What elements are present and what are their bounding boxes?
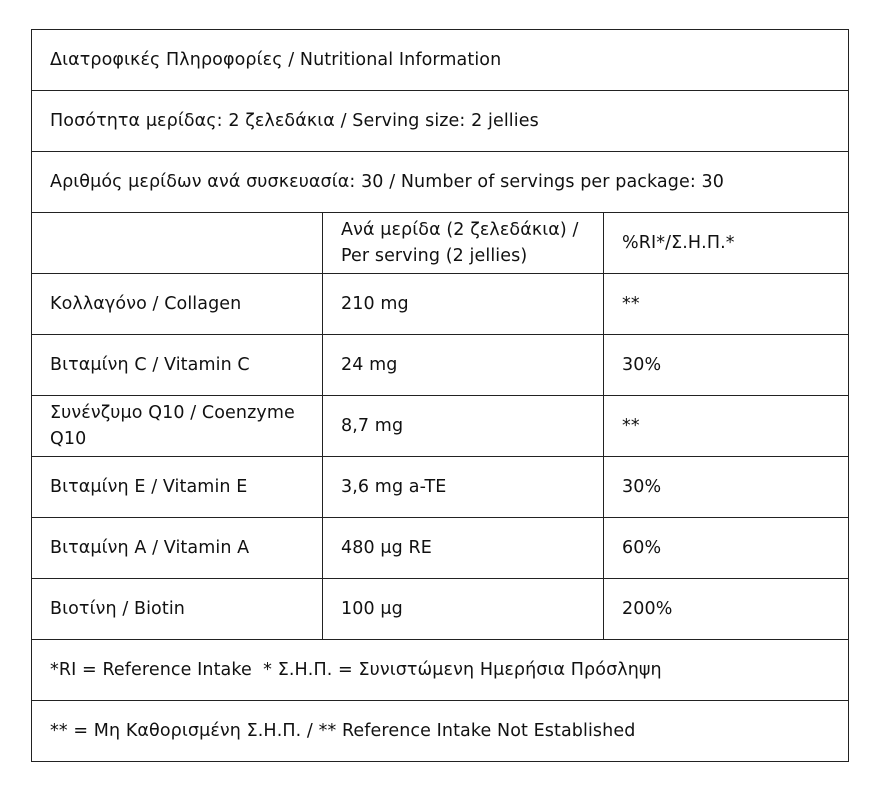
servings-per-package-row [32,152,849,213]
serving-size: Ποσότητα μερίδας: 2 ζελεδάκια / Serving size: 2 jellies [32,91,849,152]
nutrient-name: Βιοτίνη / Biotin [32,579,323,640]
nutrient-ri: ** [604,396,849,457]
nutrient-name: Κολλαγόνο / Collagen [32,274,323,335]
nutrient-amount: 210 mg [323,274,604,335]
servings-per-package: Αριθμός μερίδων ανά συσκευασία: 30 / Number of servings per package: 30 [32,152,849,213]
nutrient-ri: 60% [604,518,849,579]
nutrient-amount: 100 μg [323,579,604,640]
nutrient-row [32,457,849,518]
footnote-row [32,640,849,701]
nutrient-name: Βιταμίνη A / Vitamin A [32,518,323,579]
nutrient-amount: 8,7 mg [323,396,604,457]
nutrient-name: Συνένζυμο Q10 / Coenzyme Q10 [32,396,323,457]
nutrient-amount: 24 mg [323,335,604,396]
nutrition-facts-table [31,29,849,762]
nutrient-name: Βιταμίνη E / Vitamin E [32,457,323,518]
nutrient-row [32,518,849,579]
footnote-ri-definition: *RI = Reference Intake * Σ.Η.Π. = Συνιστώμενη Ημερήσια Πρόσληψη [32,640,849,701]
column-header-row [32,213,849,274]
nutrient-name: Βιταμίνη C / Vitamin C [32,335,323,396]
nutrient-ri: ** [604,274,849,335]
title-row [32,30,849,91]
nutrient-row [32,579,849,640]
nutrient-ri: 30% [604,335,849,396]
serving-size-row [32,91,849,152]
column-header-per-serving: Ανά μερίδα (2 ζελεδάκια) / Per serving (2 jellies) [323,213,604,274]
nutrient-row [32,396,849,457]
nutrient-amount: 3,6 mg a-TE [323,457,604,518]
nutrient-row [32,274,849,335]
nutrient-row [32,335,849,396]
nutrient-ri: 200% [604,579,849,640]
table-title: Διατροφικές Πληροφορίες / Nutritional Information [32,30,849,91]
column-header-ri: %RI*/Σ.Η.Π.* [604,213,849,274]
footnote-not-established: ** = Μη Καθορισμένη Σ.Η.Π. / ** Reference Intake Not Established [32,701,849,762]
column-header-nutrient [32,213,323,274]
footnote-row [32,701,849,762]
nutrient-ri: 30% [604,457,849,518]
nutrient-amount: 480 μg RE [323,518,604,579]
